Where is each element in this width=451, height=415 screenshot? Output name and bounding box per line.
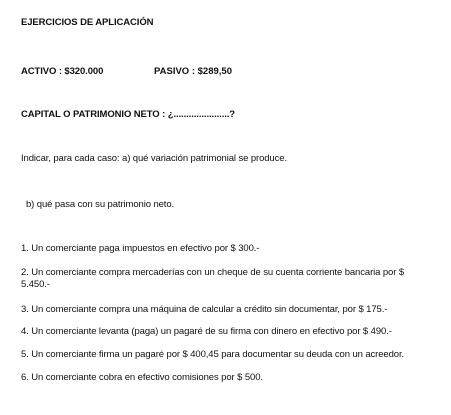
capital-question: CAPITAL O PATRIMONIO NETO : ¿......................? (21, 109, 236, 120)
exercise-item-1: 1. Un comerciante paga impuestos en efectivo por $ 300.- (21, 243, 260, 254)
exercise-item-5: 5. Un comerciante firma un pagaré por $ 400,45 para documentar su deuda con un acreedor. (21, 349, 405, 360)
document-title: EJERCICIOS DE APLICACIÓN (21, 17, 154, 28)
pasivo-value: PASIVO : $289,50 (154, 66, 232, 77)
instruction-a: Indicar, para cada caso: a) qué variación patrimonial se produce. (21, 153, 287, 164)
exercise-item-4: 4. Un comerciante levanta (paga) un pagaré de su firma con dinero en efectivo por $ 490.- (21, 326, 392, 337)
instruction-b: b) qué pasa con su patrimonio neto. (26, 199, 175, 210)
activo-value: ACTIVO : $320.000 (21, 66, 104, 77)
exercise-item-2: 2. Un comerciante compra mercaderías con un cheque de su cuenta corriente bancaria por $ (21, 267, 405, 278)
exercise-item-3: 3. Un comerciante compra una máquina de calcular a crédito sin documentar, por $ 175.- (21, 304, 388, 315)
exercise-item-6: 6. Un comerciante cobra en efectivo comisiones por $ 500. (21, 372, 263, 383)
exercise-item-2-continued: 5.450.- (21, 279, 50, 290)
